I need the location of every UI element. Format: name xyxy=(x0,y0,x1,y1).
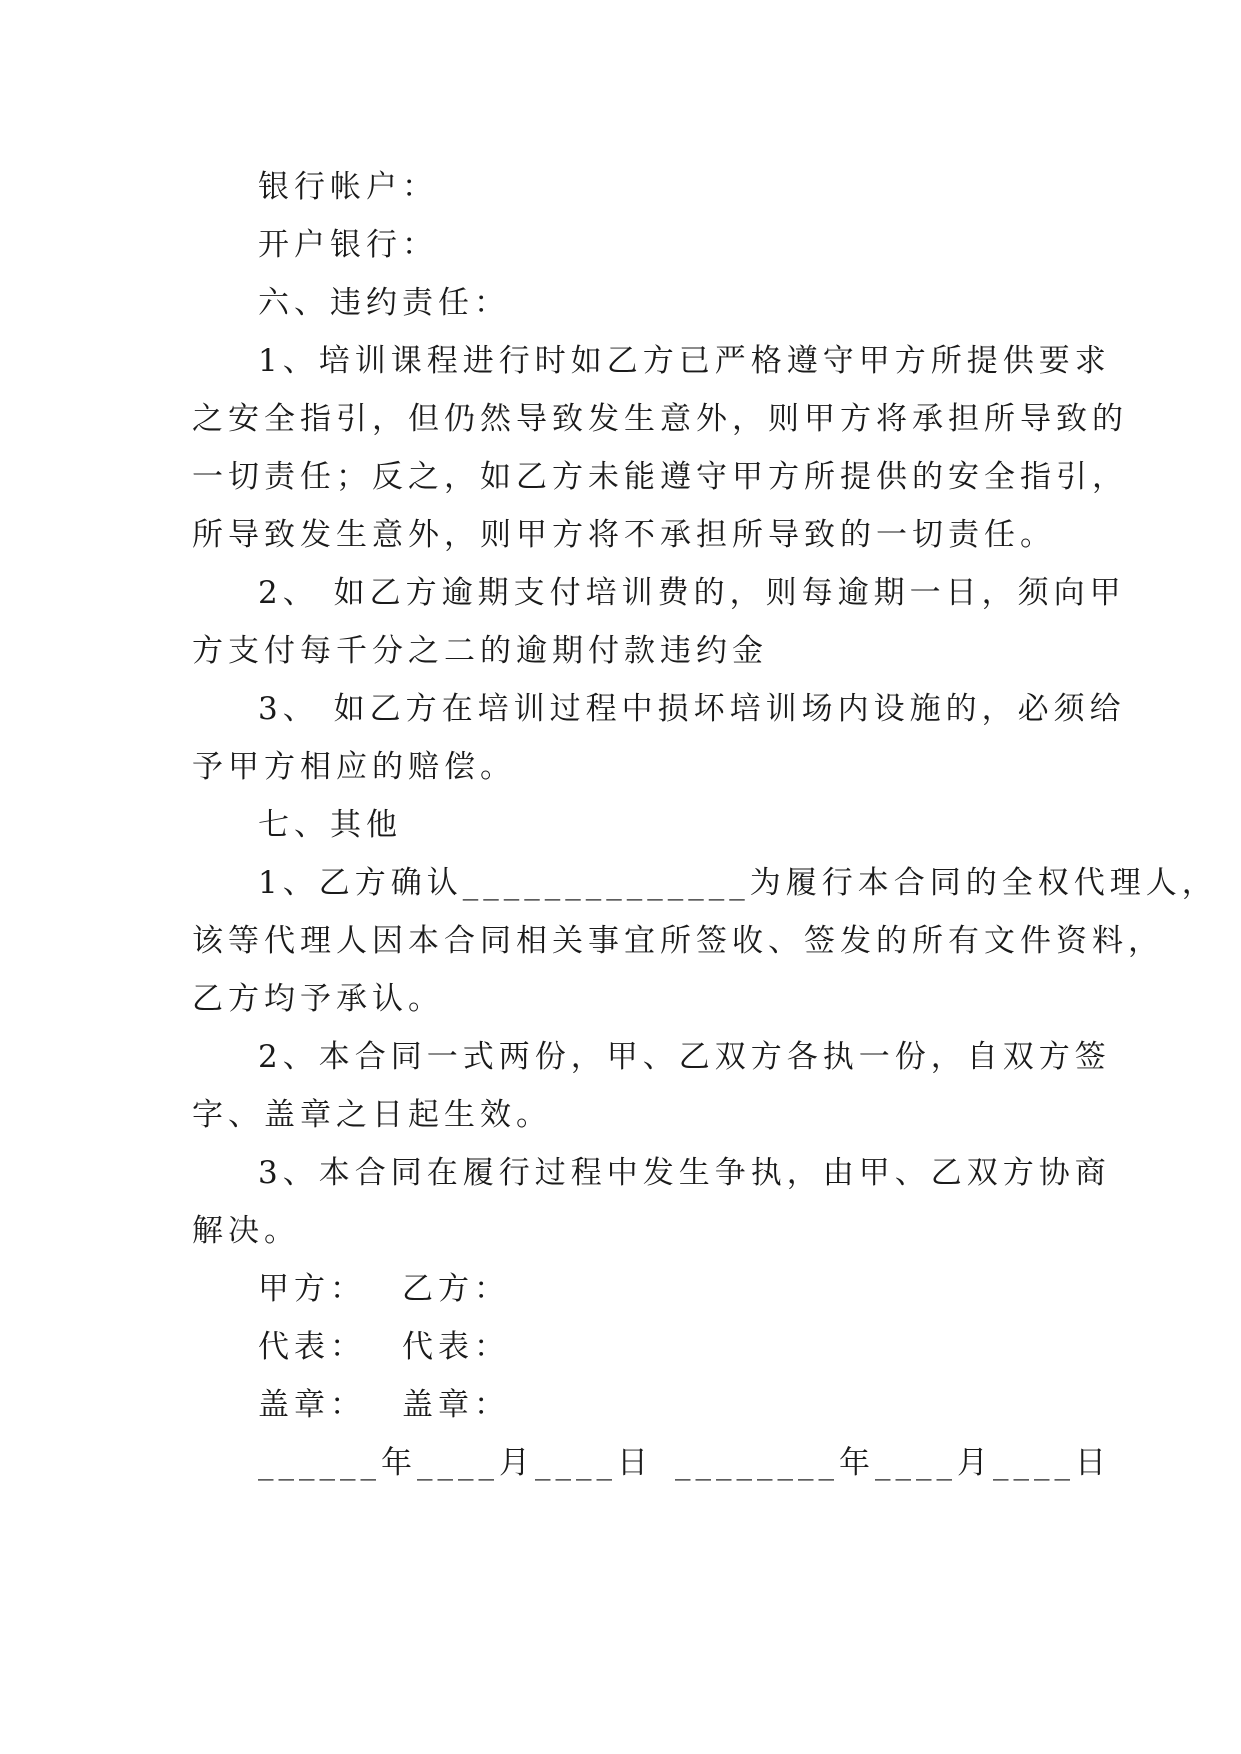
section-7-title: 七、其他 xyxy=(258,807,402,843)
paragraph-line: 乙方均予承认。 xyxy=(192,981,444,1017)
signature-representatives-row xyxy=(192,1318,1062,1376)
signature-seal-row xyxy=(192,1376,1062,1434)
signature-date-row xyxy=(192,1434,1111,1492)
bank-account-line: 银行帐户： xyxy=(258,169,438,205)
party-b-label: 乙方： xyxy=(402,1271,510,1307)
contract-body xyxy=(192,158,1218,1492)
paragraph-line: 字、盖章之日起生效。 xyxy=(192,1097,552,1133)
date-b-field: ________年____月____日 xyxy=(675,1445,1111,1481)
signature-parties-row xyxy=(192,1260,1062,1318)
paragraph-line: 1、培训课程进行时如乙方已严格遵守甲方所提供要求 xyxy=(258,343,1111,379)
section-6-item-3 xyxy=(192,680,1126,796)
paragraph-line: 一切责任；反之，如乙方未能遵守甲方所提供的安全指引， xyxy=(192,459,1128,495)
section-6-item-2 xyxy=(192,564,1126,680)
paragraph-line: 2、本合同一式两份，甲、乙双方各执一份，自双方签 xyxy=(258,1039,1111,1075)
paragraph-line: 解决。 xyxy=(192,1213,300,1249)
section-7-item-2 xyxy=(192,1028,1111,1144)
date-a-field: ______年____月____日 xyxy=(258,1445,653,1481)
seal-a-label: 盖章： xyxy=(258,1387,366,1423)
section-7-item-3 xyxy=(192,1144,1111,1260)
paragraph-line: 予甲方相应的赔偿。 xyxy=(192,749,516,785)
paragraph-line: 所导致发生意外，则甲方将不承担所导致的一切责任。 xyxy=(192,517,1056,553)
paragraph-line: 3、 如乙方在培训过程中损坏培训场内设施的，必须给 xyxy=(258,691,1126,727)
rep-a-label: 代表： xyxy=(258,1329,366,1365)
paragraph-line: 该等代理人因本合同相关事宜所签收、签发的所有文件资料， xyxy=(192,923,1164,959)
section-6-title: 六、违约责任： xyxy=(258,285,510,321)
paragraph-line: 方支付每千分之二的逾期付款违约金 xyxy=(192,633,768,669)
party-a-label: 甲方： xyxy=(258,1271,366,1307)
paragraph-line: 2、 如乙方逾期支付培训费的，则每逾期一日，须向甲 xyxy=(258,575,1126,611)
section-6-item-1 xyxy=(192,332,1128,564)
paragraph-line: 1、乙方确认______________为履行本合同的全权代理人， xyxy=(258,865,1218,901)
bank-name-line: 开户银行： xyxy=(258,227,438,263)
seal-b-label: 盖章： xyxy=(402,1387,510,1423)
paragraph-line: 之安全指引，但仍然导致发生意外，则甲方将承担所导致的 xyxy=(192,401,1128,437)
section-7-item-1 xyxy=(192,854,1218,1028)
paragraph-line: 3、本合同在履行过程中发生争执，由甲、乙双方协商 xyxy=(258,1155,1111,1191)
rep-b-label: 代表： xyxy=(402,1329,510,1365)
